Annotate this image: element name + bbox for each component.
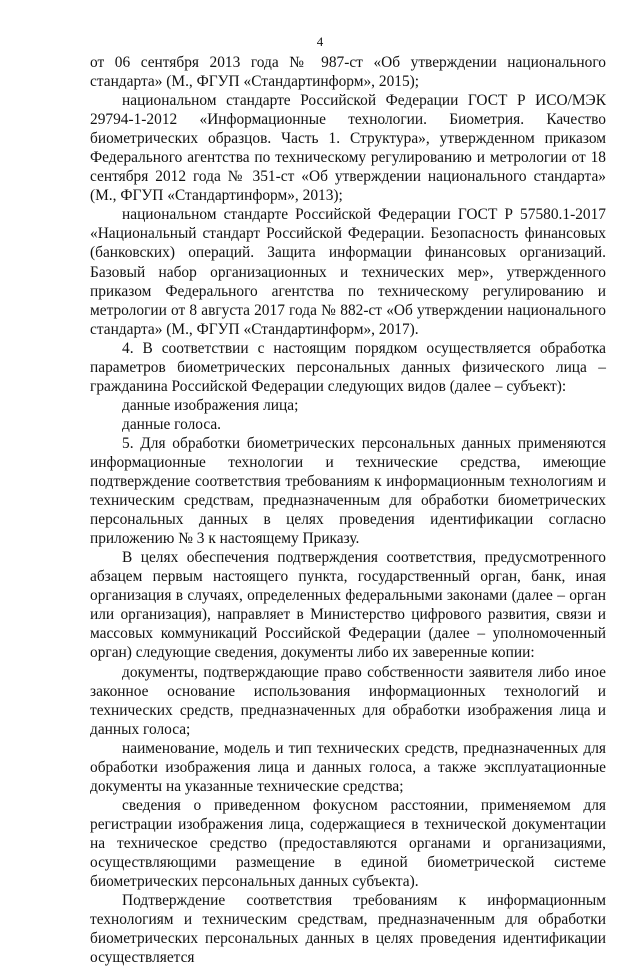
paragraph-gost-57580: национальном стандарте Российской Федерации ГОСТ Р 57580.1-2017 «Национальный стандарт Российской Федерации. Безопасность финансовых (банковских) операций. Защита информации финансовых организаций. Базовый набор организационных и технических мер», утвержденного приказом Федерального агентства по техническому регулированию и метрологии от 8 августа 2017 года № 882-ст «Об утверждении национального стандарта» (М., ФГУП «Стандартинформ», 2017). xyxy=(90,206,606,338)
list-item-voice-data: данные голоса. xyxy=(122,415,222,433)
list-item-focal-distance: сведения о приведенном фокусном расстоянии, применяемом для регистрации изображения лица, содержащиеся в технической документации на техническое средство (предоставляются органами и организациями, осуществляющими размещение в единой биометрической системе биометрических персональных данных субъекта). xyxy=(90,796,606,891)
page-number: 4 xyxy=(316,34,324,49)
paragraph-conformity: Подтверждение соответствия требованиям к информационным технологиям и техническим средствам, предназначенным для обработки биометрических персональных данных в целях проведения идентификации осуществляется xyxy=(90,892,606,967)
list-item-equipment-model: наименование, модель и тип технических средств, предназначенных для обработки изображения лица и данных голоса, а также эксплуатационные документы на указанные технические средства; xyxy=(90,739,606,795)
paragraph-continuation: от 06 сентября 2013 года № 987-ст «Об утверждении национального стандарта» (М., ФГУП «Стандартинформ», 2015); xyxy=(90,54,606,91)
paragraph-item-5: 5. Для обработки биометрических персональных данных применяются информационные технологии и технические средства, имеющие подтверждение соответствия требованиям к информационным технологиям и техническим средствам, предназначенным для обработки биометрических персональных данных в целях проведения идентификации согласно приложению № 3 к настоящему Приказу. xyxy=(90,434,606,548)
paragraph-gost-29794: национальном стандарте Российской Федерации ГОСТ Р ИСО/МЭК 29794-1-2012 «Информационные технологии. Биометрия. Качество биометрических образцов. Часть 1. Структура», утвержденном приказом Федерального агентства по техническому регулированию и метрологии от 18 сентября 2012 года № 351-ст «Об утверждении национального стандарта» (М., ФГУП «Стандартинформ», 2013); xyxy=(90,92,606,205)
document-body xyxy=(90,53,606,967)
list-item-face-data: данные изображения лица; xyxy=(122,396,299,414)
paragraph-item-4: 4. В соответствии с настоящим порядком осуществляется обработка параметров биометрических персональных данных физического лица – гражданина Российской Федерации следующих видов (далее – субъект): xyxy=(90,339,606,395)
list-item-ownership-docs: документы, подтверждающие право собственности заявителя либо иное законное основание использования информационных технологий и технических средств, предназначенных для обработки изображения лица и данных голоса; xyxy=(90,663,606,738)
paragraph-confirmation-purpose: В целях обеспечения подтверждения соответствия, предусмотренного абзацем первым настоящего пункта, государственный орган, банк, иная организация в случаях, определенных федеральными законами (далее – орган или организация), направляет в Министерство цифрового развития, связи и массовых коммуникаций Российской Федерации (далее – уполномоченный орган) следующие сведения, документы либо их заверенные копии: xyxy=(90,549,606,662)
